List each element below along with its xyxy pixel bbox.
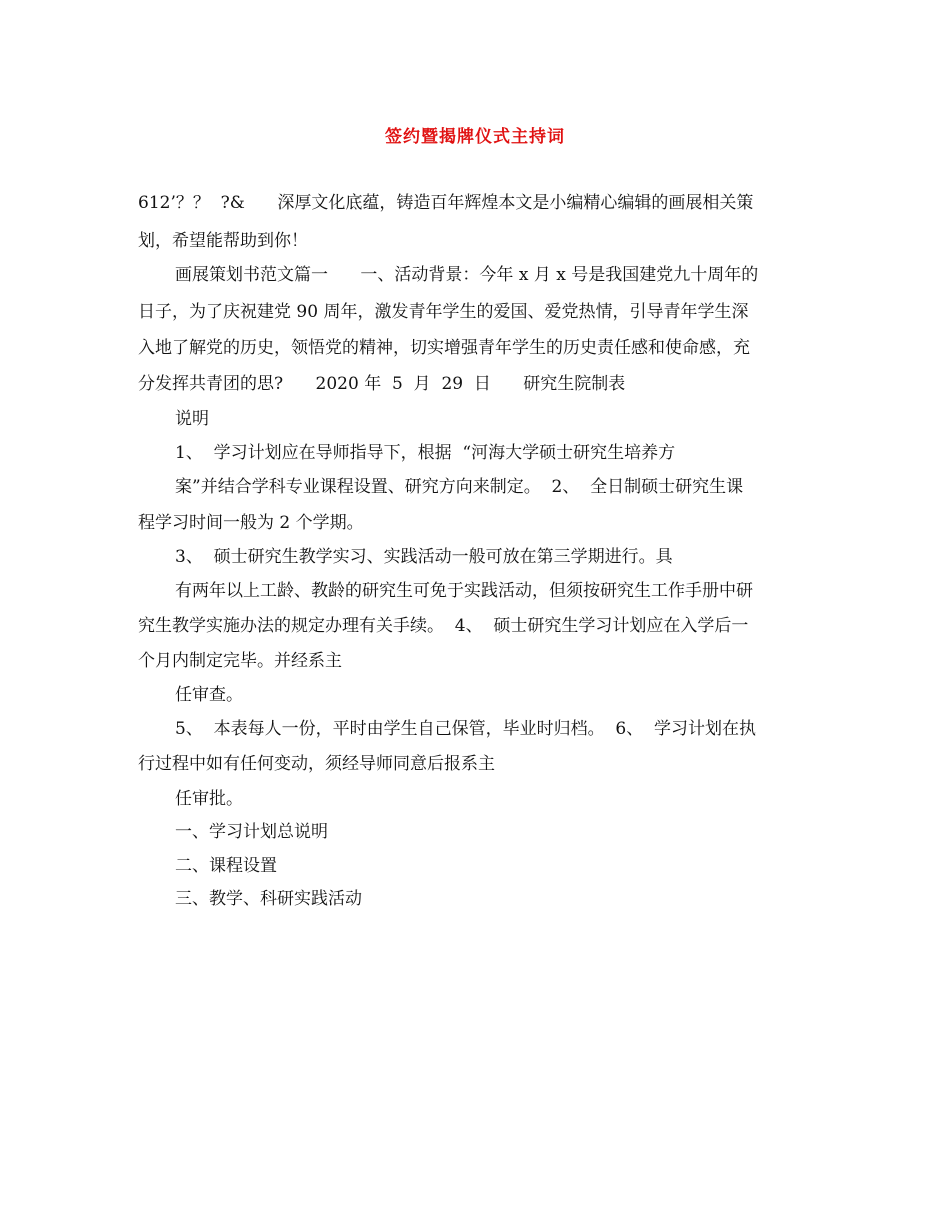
body-line-16: 5、 本表每人一份，平时由学生自己保管，毕业时归档。 6、 学习计划在执 bbox=[175, 719, 757, 739]
body-line-5: 入地了解党的历史，领悟党的精神，切实增强青年学生的历史责任感和使命感，充 bbox=[138, 338, 750, 358]
body-line-13: 究生教学实施办法的规定办理有关手续。 4、 硕士研究生学习计划应在入学后一 bbox=[138, 616, 749, 636]
body-line-4: 日子，为了庆祝建党 90 周年，激发青年学生的爱国、爱党热情，引导青年学生深 bbox=[138, 302, 749, 322]
body-line-17: 行过程中如有任何变动，须经导师同意后报系主 bbox=[138, 754, 495, 774]
body-line-3: 画展策划书范文篇一 一、活动背景：今年 x 月 x 号是我国建党九十周年的 bbox=[175, 265, 759, 285]
body-line-7: 说明 bbox=[175, 409, 209, 429]
body-line-15: 任审查。 bbox=[175, 685, 243, 705]
body-line-20: 二、课程设置 bbox=[175, 856, 277, 876]
body-line-2: 划，希望能帮助到你！ bbox=[138, 231, 308, 251]
body-line-14: 个月内制定完毕。并经系主 bbox=[138, 651, 342, 671]
body-line-10: 程学习时间一般为 2 个学期。 bbox=[138, 513, 364, 533]
body-line-19: 一、学习计划总说明 bbox=[175, 822, 328, 842]
body-line-9: 案”并结合学科专业课程设置、研究方向来制定。 2、 全日制硕士研究生课 bbox=[175, 477, 744, 497]
body-line-6: 分发挥共青团的思? 2020 年 5 月 29 日 研究生院制表 bbox=[138, 374, 626, 394]
body-line-21: 三、教学、科研实践活动 bbox=[175, 889, 362, 909]
body-line-8: 1、 学习计划应在导师指导下，根据 “河海大学硕士研究生培养方 bbox=[175, 443, 676, 463]
body-line-18: 任审批。 bbox=[175, 789, 243, 809]
body-line-12: 有两年以上工龄、教龄的研究生可免于实践活动，但须按研究生工作手册中研 bbox=[175, 581, 753, 601]
body-line-1: 612’？？ ?& 深厚文化底蕴，铸造百年辉煌本文是小编精心编辑的画展相关策 bbox=[138, 193, 754, 213]
document-title: 签约暨揭牌仪式主持词 bbox=[385, 127, 565, 147]
body-line-11: 3、 硕士研究生教学实习、实践活动一般可放在第三学期进行。具 bbox=[175, 547, 673, 567]
